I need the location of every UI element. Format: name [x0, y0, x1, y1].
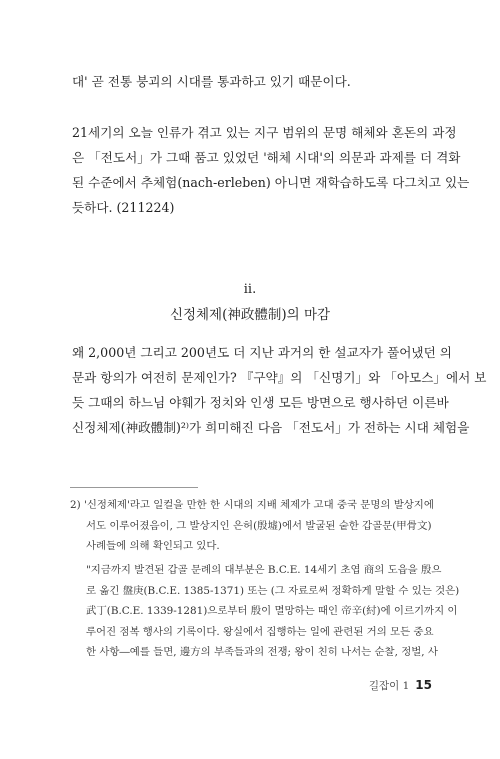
text-line: 은 「전도서」가 그때 품고 있었던 '해체 시대'의 의문과 과제를 더 격화	[72, 150, 461, 165]
footnote-line: "지금까지 발견된 갑골 문례의 대부분은 B.C.E. 14세기 초엽 商의 도읍을 殷으	[86, 564, 442, 576]
footnote-2	[70, 495, 432, 557]
text-line: 신정체제(神政體制)²⁾가 희미해진 다음 「전도서」가 전하는 시대 체험을	[72, 420, 470, 435]
footnote-quote	[86, 560, 460, 663]
text-line: 듯 그때의 하느님 야훼가 정치와 인생 모든 방면으로 행사하던 이른바	[72, 395, 449, 410]
footnote-line: 로 옮긴 盤庚(B.C.E. 1385-1371) 또는 (그 자료로써 정확하게 말할 수 있는 것은)	[86, 584, 460, 597]
text-line: 왜 2,000년 그리고 200년도 더 지난 과거의 한 설교자가 풀어냈던 의	[72, 345, 452, 360]
page-number: 15	[415, 678, 432, 692]
running-title: 길잡이 1	[368, 680, 410, 692]
text-line: 된 수준에서 추체험(nach-erleben) 아니면 재학습하도록 다그치고 있는	[72, 175, 470, 190]
footnote-line: 한 사항―예를 들면, 邊方의 부족들과의 전쟁; 왕이 친히 나서는 순찰, 정벌, 사	[86, 646, 438, 658]
paragraph-civilization	[72, 120, 470, 220]
page-footer	[369, 678, 432, 693]
footnote-line: 서도 이루어졌음이, 그 발상지인 은허(殷墟)에서 발굴된 숱한 갑골문(甲骨文)	[86, 519, 432, 532]
footnote-line: 武丁(B.C.E. 1339-1281)으로부터 殷이 멸망하는 때인 帝辛(紂)에 이르기까지 이	[86, 605, 458, 617]
paragraph-theocracy	[72, 340, 487, 440]
text-line: 듯하다. (211224)	[72, 200, 175, 215]
text-line: 21세기의 오늘 인류가 겪고 있는 지구 범위의 문명 해체와 혼돈의 과정	[72, 125, 457, 140]
footnote-divider	[70, 487, 198, 488]
footnote-line: 루어진 점복 행사의 기록이다. 왕실에서 집행하는 일에 관련된 거의 모든 중요	[86, 625, 434, 638]
footnote-line: 사례들에 의해 확인되고 있다.	[86, 540, 220, 552]
continued-line: 대' 곧 전통 붕괴의 시대를 통과하고 있기 때문이다.	[72, 74, 351, 89]
section-number: ii.	[243, 282, 257, 297]
section-title: 신정체제(神政體制)의 마감	[169, 307, 331, 323]
footnote-line: 2) '신정체제'라고 일컬을 만한 한 시대의 지배 체제가 고대 중국 문명의 발상지에	[70, 499, 434, 511]
text-line: 문과 항의가 여전히 문제인가? 『구약』의 「신명기」와 「아모스」에서 보	[72, 370, 487, 385]
